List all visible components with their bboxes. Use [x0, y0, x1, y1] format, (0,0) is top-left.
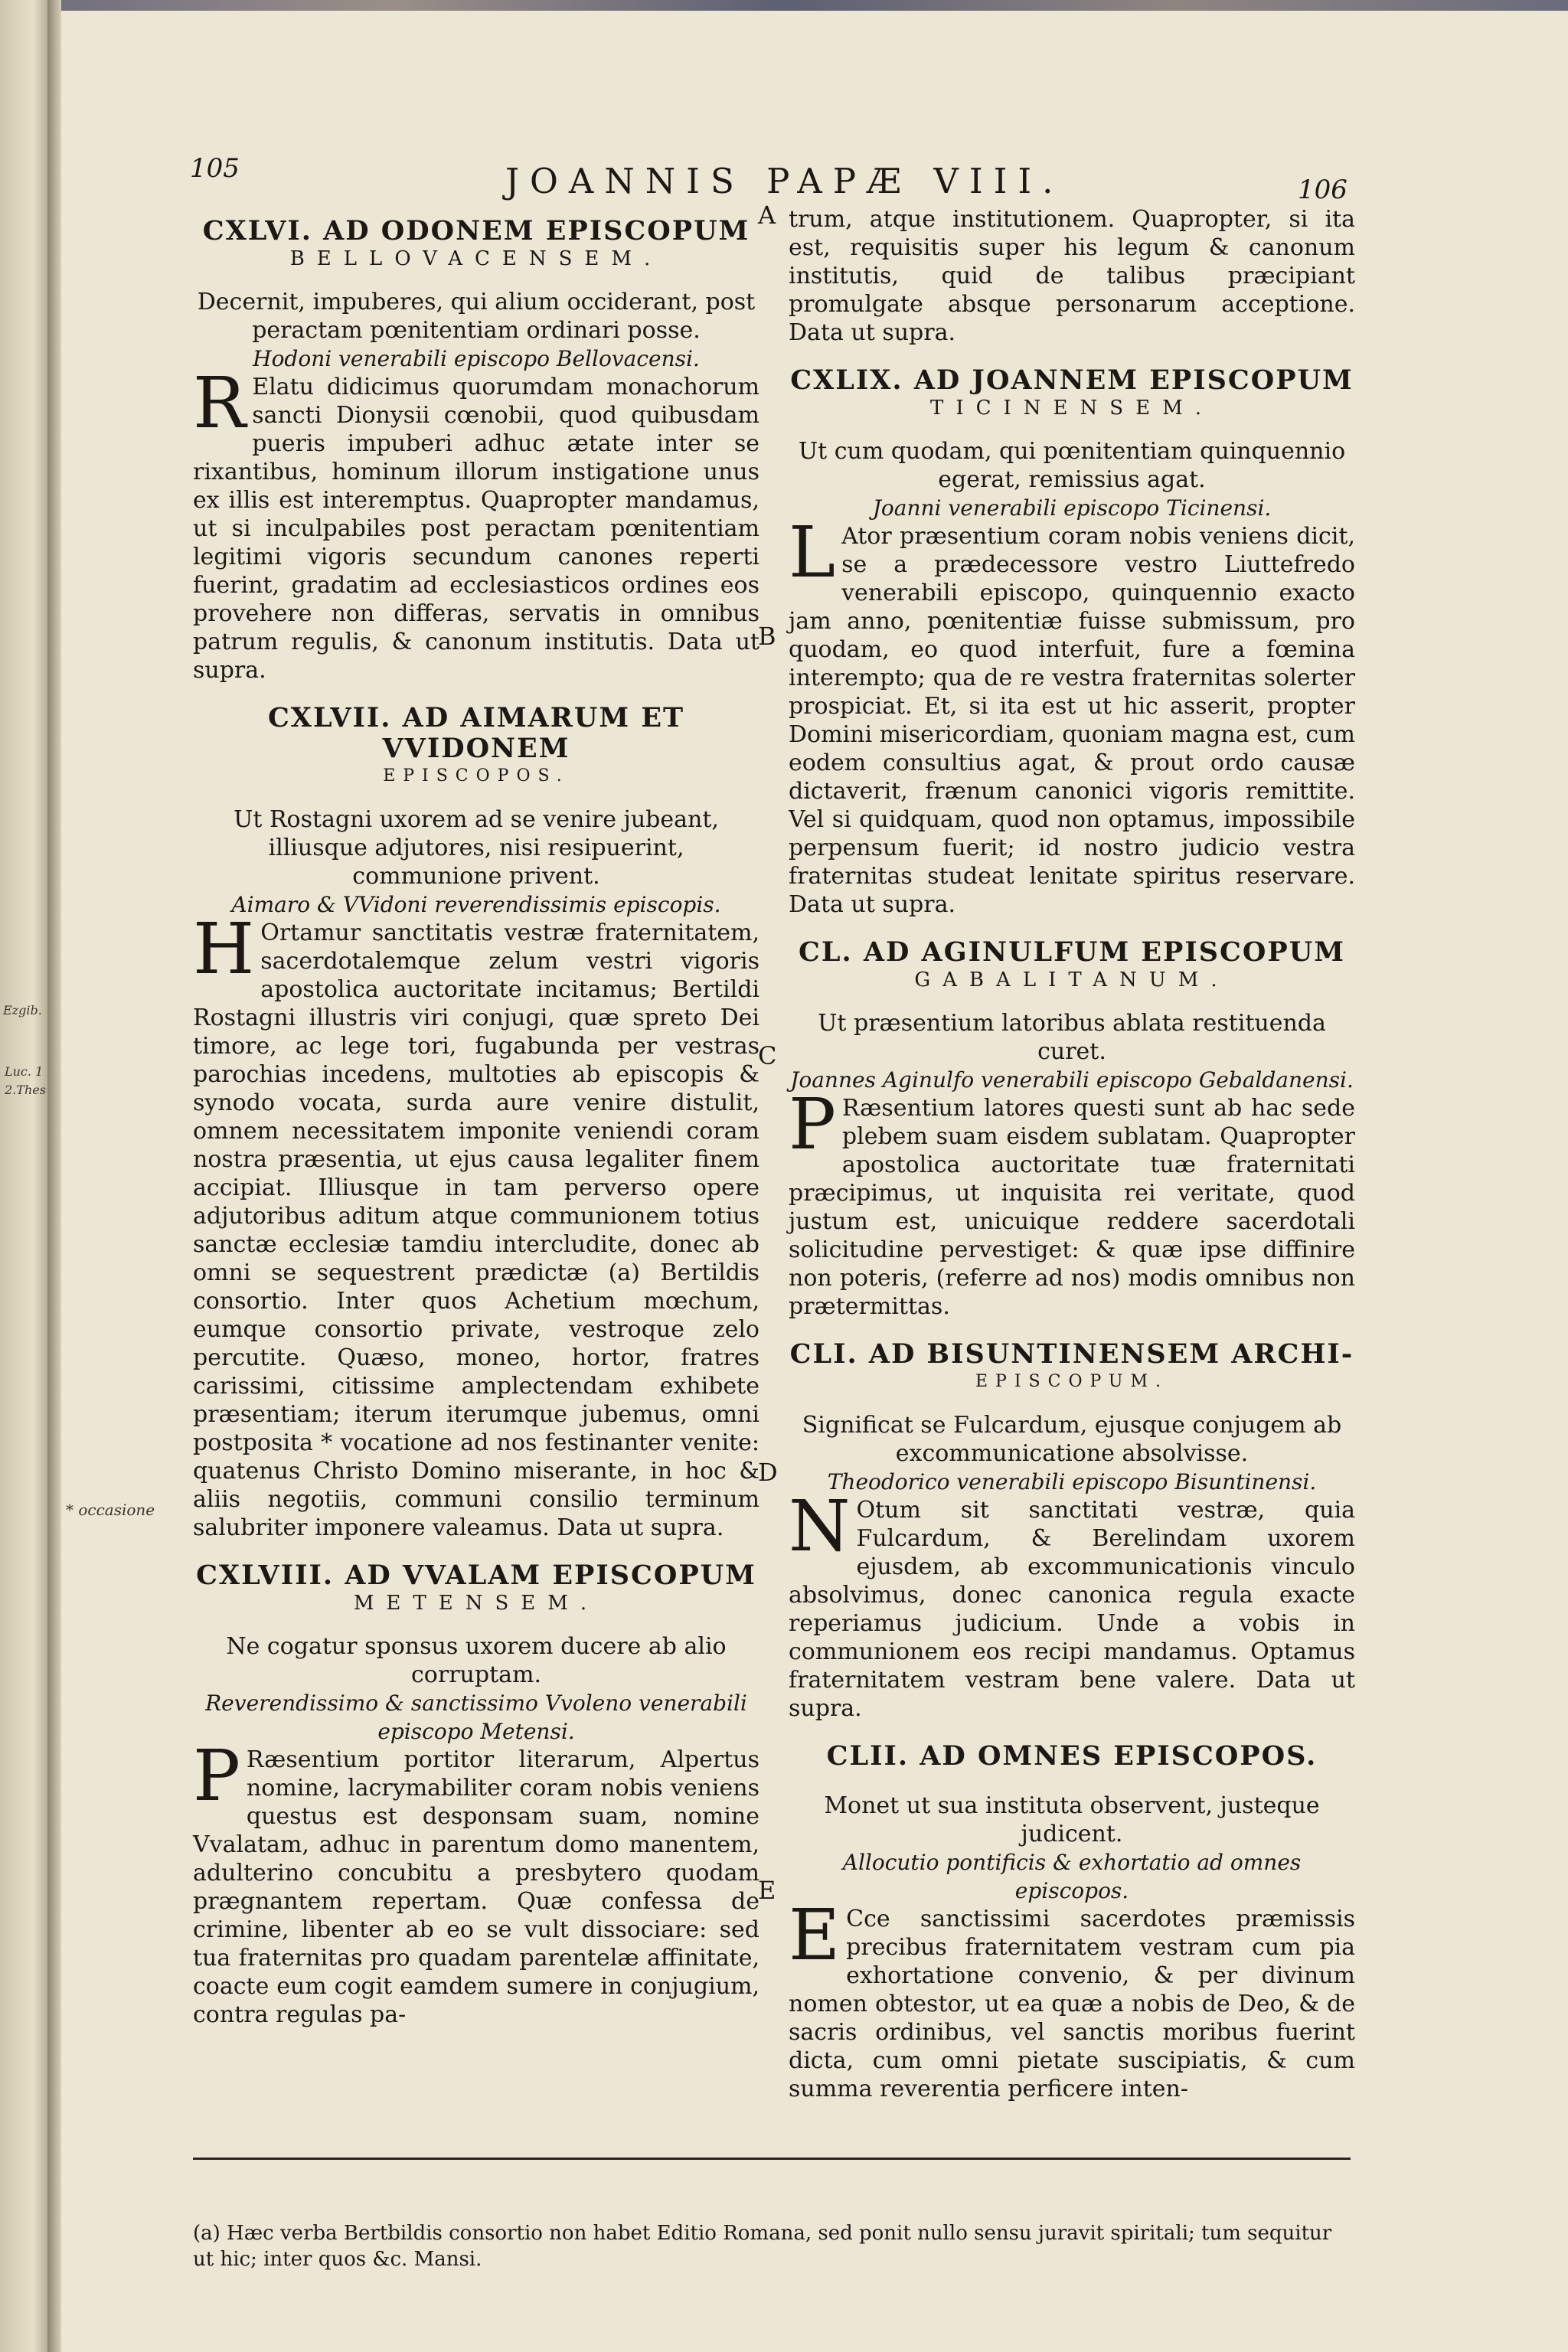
asterisk-symbol: * [66, 1501, 79, 1519]
letter-146-subheading: BELLOVACENSEM. [289, 247, 663, 270]
letter-147-text: Ortamur sanctitatis vestræ fraternitatem, sacerdotalemque zelum vestri vigoris apostolica auctoritate incitamus; Bertildi Rostagni illustris viri conjugi, quæ spreto Dei timore, ac lege tori, fugabunda per vestras parochias incedens, multoties ab episcopis & synodo vocata, surda aure venire distulit, omnem necessitatem imponite veniendi coram nostra præsentia, ut ejus causa legaliter finem accipiat. Illiusque in tam perverso opere adjutoribus aditum atque communionem totius sanctæ ecclesiæ tamdiu intercludite, donec ab omni se sequestrent prædictæ (a) Bertildis consortio. Inter quos Achetium mœchum, eumque consortio private, vestroque zelo percutite. Quæso, moneo, hortor, fratres carissimi, citissime amplectendam exhibete præsentiam; iterum iterumque jubemus, omni postposita * vocatione ad nos festinanter venite: quatenus Christo Domino miserante, in hoc & aliis negotiis, communi consilio terminum salubriter imponere valeamus. Data ut supra. [193, 920, 760, 1541]
drop-cap: P [193, 1735, 240, 1817]
margin-note-occasione-text: occasione [78, 1501, 155, 1519]
margin-letter-d: D [758, 1458, 778, 1487]
letter-148-subheading: METENSEM. [353, 1592, 599, 1615]
footnote: (a) Hæc verba Bertbildis consortio non habet Editio Romana, sed ponit nullo sensu juravit spiritali; tum sequitur ut hic; inter quos &c. Mansi. [193, 2222, 1332, 2271]
letter-149-subheading: TICINENSEM. [930, 397, 1214, 420]
margin-note-ezgib: Ezgib. [3, 1003, 42, 1018]
margin-note-luc: Luc. 1 [5, 1064, 44, 1079]
letter-152-heading: CLII. AD OMNES EPISCOPOS. [826, 1740, 1318, 1772]
letter-151-address: Theodorico venerabili episcopo Bisuntinensi. [827, 1469, 1317, 1494]
left-page-number: 105 [190, 153, 240, 184]
letter-149-text: Ator præsentium coram nobis veniens dicit, se a prædecessore vestro Liuttefredo venerabili episcopo, quinquennio exacto jam anno, pœnitentiæ fuisse submissum, pro quodam, eo quod interfuit, fure a fœmina interempto; qua de re vestra fraternitas solerter prospiciat. Et, si ita est ut hic asserit, propter Domini misericordiam, quoniam magna est, cum eodem consultius agat, & prout ordo causæ dictaverit, frænum canonici vigoris remittite. Vel si quidquam, quod non optamus, impossibile perpensum fuerit; id nostro judicio vestra fraternitas studeat lenitate spiritus reservare. Data ut supra. [789, 523, 1355, 918]
letter-150-address: Joannes Aginulfo venerabili episcopo Gebaldanensi. [790, 1067, 1354, 1093]
letter-148-text: Ræsentium portitor literarum, Alpertus nomine, lacrymabiliter coram nobis veniens questus est desponsam suam, nomine Vvalatam, adhuc in parentum domo manentem, adulterino concubitu a presbytero quodam prægnantem repertam. Quæ confessa de crimine, libenter ab eo se vult dissociare: sed tua fraternitas pro quadam parentelæ affinitate, coacte eum cogit eamdem sumere in conjugium, contra regulas pa- [193, 1746, 760, 2028]
letter-146-body [193, 362, 760, 684]
letter-147-subheading: EPISCOPOS. [383, 766, 570, 786]
letter-149-heading: CXLIX. AD JOANNEM EPISCOPUM [790, 364, 1354, 396]
letter-150-heading: CL. AD AGINULFUM EPISCOPUM [799, 936, 1345, 968]
letter-146-address: Hodoni venerabili episcopo Bellovacensi. [253, 346, 700, 371]
letter-151-heading: CLI. AD BISUNTINENSEM ARCHI- [789, 1338, 1354, 1370]
margin-letter-e: E [758, 1876, 776, 1905]
letter-150-text: Ræsentium latores questi sunt ab hac sede plebem suam eisdem sublatam. Quapropter apostolica auctoritate tuæ fraternitati præcipimus, ut inquisita rei veritate, quod justum est, unicuique reddere sacerdotali solicitudine pervestiget: & quæ ipse diffinire non poteris, (referre ad nos) modis omnibus non prætermittas. [789, 1095, 1355, 1320]
margin-letter-b: B [758, 622, 776, 651]
letter-147-heading: CXLVII. AD AIMARUM ET VVIDONEM [267, 702, 685, 764]
running-head-title: JOANNIS PAPÆ VIII. [505, 161, 1064, 201]
drop-cap: P [789, 1083, 836, 1165]
drop-cap: N [789, 1485, 851, 1567]
letter-151-summary: Significat se Fulcardum, ejusque conjugem ab excommunicatione absolvisse. [802, 1412, 1342, 1467]
letter-149-summary: Ut cum quodam, qui pœnitentiam quinquennio egerat, remissius agat. [798, 438, 1346, 493]
letter-147-body [193, 908, 760, 1542]
drop-cap: H [193, 908, 255, 990]
letter-150-subheading: GABALITANUM. [914, 969, 1230, 991]
letter-151-text: Otum sit sanctitati vestræ, quia Fulcardum, & Berelindam uxorem ejusdem, ab excommunicationis vinculo absolvimus, donec canonica regula exacte reperiamus judicium. Unde a vobis in communionem eos recipi mandamus. Optamus fraternitatem vestram bene valere. Data ut supra. [789, 1497, 1355, 1722]
letter-152-address: Allocutio pontificis & exhortatio ad omnes episcopos. [842, 1850, 1302, 1903]
letter-146-summary: Decernit, impuberes, qui alium occiderant, post peractam pœnitentiam ordinari posse. [197, 289, 756, 344]
letter-150-summary: Ut præsentium latoribus ablata restituenda curet. [818, 1010, 1326, 1065]
letter-151-subheading: EPISCOPUM. [975, 1372, 1168, 1391]
drop-cap: L [789, 511, 836, 593]
letter-149-address: Joanni venerabili episcopo Ticinensi. [872, 495, 1272, 521]
margin-letter-c: C [758, 1041, 777, 1070]
right-column [789, 205, 1355, 2103]
letter-146-text: Elatu didicimus quorumdam monachorum sancti Dionysii cœnobii, quod quibusdam pueris impuberi adhuc ætate inter se rixantibus, hominum illorum instigatione unus ex illis est interemptus. Quapropter mandamus, ut si inculpabiles post peractam pœnitentiam legitimi vigoris secundum canones reperti fuerint, gradatim ad ecclesiasticos ordines eos provehere non differas, servatis in omnibus patrum regulis, & canonum institutis. Data ut supra. [193, 374, 760, 684]
letter-148-body [193, 1735, 760, 2029]
footnote-rule [193, 2158, 1351, 2160]
drop-cap: R [193, 362, 247, 444]
letter-146-heading: CXLVI. AD ODONEM EPISCOPUM [202, 215, 750, 247]
margin-letter-a: A [758, 201, 776, 230]
letter-152-text: Cce sanctissimi sacerdotes præmissis precibus fraternitatem vestram cum pia exhortatione convenio, & per divinum nomen obtestor, ut ea quæ a nobis de Deo, & de sacris ordinibus, vel sanctis moribus fuerint dicta, cum omni pietate suscipiatis, & cum summa reverentia perficere inten- [789, 1906, 1355, 2102]
continuation-text: trum, atque institutionem. Quapropter, si ita est, requisitis super his legum & canonum institutis, quid de talibus præcipiant promulgate absque personarum acceptione. Data ut supra. [789, 206, 1355, 346]
margin-note-occasione [66, 1501, 155, 1519]
letter-148-heading: CXLVIII. AD VVALAM EPISCOPUM [196, 1560, 756, 1591]
letter-147-summary: Ut Rostagni uxorem ad se venire jubeant, illiusque adjutores, nisi resipuerint, communione privent. [234, 806, 719, 890]
left-column [193, 216, 760, 2029]
letter-147-address: Aimaro & VVidoni reverendissimis episcopis. [231, 892, 721, 917]
drop-cap: E [789, 1894, 841, 1976]
book-gutter [47, 0, 61, 2352]
letter-151-body [789, 1485, 1355, 1723]
letter-148-address: Reverendissimo & sanctissimo Vvoleno venerabili episcopo Metensi. [205, 1690, 747, 1744]
letter-150-body [789, 1083, 1355, 1321]
letter-149-body [789, 511, 1355, 919]
right-page-number: 106 [1298, 175, 1348, 205]
letter-148-summary: Ne cogatur sponsus uxorem ducere ab alio corruptam. [226, 1633, 727, 1688]
letter-152-body [789, 1894, 1355, 2103]
previous-page-edge [0, 0, 47, 2352]
margin-note-thes: 2.Thes [5, 1083, 46, 1097]
letter-152-summary: Monet ut sua instituta observent, justeque judicent. [824, 1792, 1320, 1847]
